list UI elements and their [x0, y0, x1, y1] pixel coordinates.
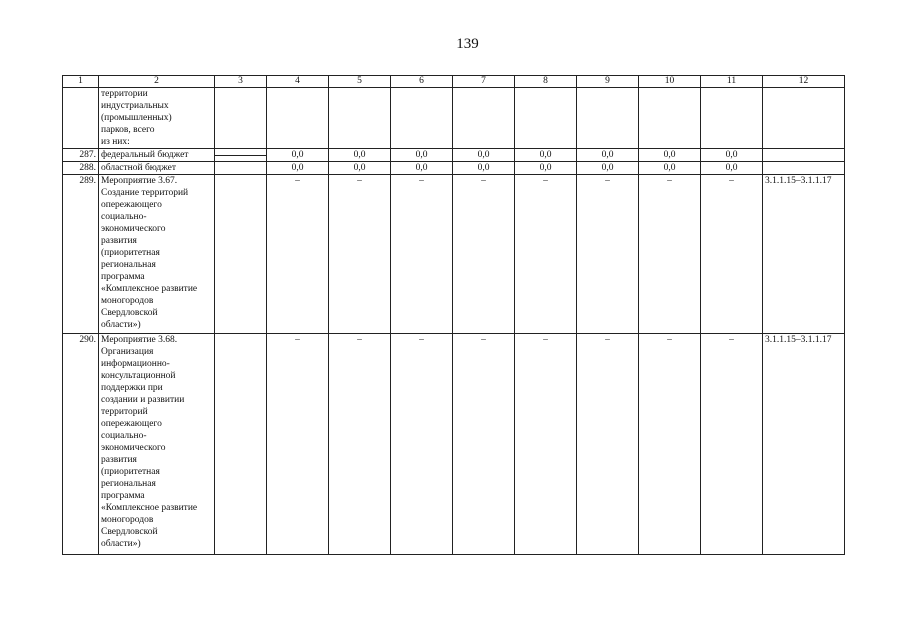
row-value: 0,0	[639, 162, 701, 175]
row-value	[267, 88, 329, 149]
row-name: Мероприятие 3.67. Создание территорий опережающего социально- экономического развития (приоритетная региональная программа «Комплексное развитие моногородов Свердловской области»)	[99, 175, 215, 334]
row-value: –	[577, 175, 639, 334]
row-value: –	[267, 334, 329, 555]
row-number: 289.	[63, 175, 99, 334]
row-value: –	[515, 175, 577, 334]
row-value: 0,0	[577, 162, 639, 175]
row-value: –	[453, 334, 515, 555]
row-value: 0,0	[639, 149, 701, 162]
row-code	[763, 88, 845, 149]
row-value: –	[639, 175, 701, 334]
column-header: 6	[391, 76, 453, 88]
row-value: –	[701, 175, 763, 334]
row-value: 0,0	[329, 162, 391, 175]
row-code: 3.1.1.15–3.1.1.17	[763, 175, 845, 334]
column-header: 11	[701, 76, 763, 88]
column-header: 7	[453, 76, 515, 88]
row-value: –	[701, 334, 763, 555]
row-value: –	[577, 334, 639, 555]
row-value: 0,0	[391, 162, 453, 175]
column-header: 4	[267, 76, 329, 88]
row-value: 0,0	[515, 162, 577, 175]
row-name: областной бюджет	[99, 162, 215, 175]
row-value: 0,0	[515, 149, 577, 162]
column-header: 2	[99, 76, 215, 88]
row-value: –	[391, 175, 453, 334]
row-value	[329, 88, 391, 149]
table-row	[63, 175, 845, 334]
row-value	[639, 88, 701, 149]
row-name: Мероприятие 3.68. Организация информационно- консультационной поддержки при создании и развитии территорий опережающего социально- экономического развития (приоритетная региональная программа «Комплексное развитие моногородов Свердловской области»)	[99, 334, 215, 555]
row-value	[577, 88, 639, 149]
row-number: 288.	[63, 162, 99, 175]
row-col3	[215, 175, 267, 334]
row-value	[515, 88, 577, 149]
row-name: территории индустриальных (промышленных) парков, всего из них:	[99, 88, 215, 149]
row-col3	[215, 149, 267, 162]
row-value: 0,0	[701, 149, 763, 162]
row-value: 0,0	[453, 149, 515, 162]
column-header: 9	[577, 76, 639, 88]
row-value: –	[515, 334, 577, 555]
row-value: –	[391, 334, 453, 555]
row-number: 287.	[63, 149, 99, 162]
row-value: –	[329, 334, 391, 555]
row-number	[63, 88, 99, 149]
row-code	[763, 149, 845, 162]
row-value: 0,0	[577, 149, 639, 162]
column-header: 5	[329, 76, 391, 88]
row-value: 0,0	[329, 149, 391, 162]
row-col3	[215, 88, 267, 149]
row-col3	[215, 334, 267, 555]
row-name: федеральный бюджет	[99, 149, 215, 162]
row-value: 0,0	[391, 149, 453, 162]
table-row	[63, 162, 845, 175]
row-value	[391, 88, 453, 149]
column-header: 12	[763, 76, 845, 88]
row-value: 0,0	[701, 162, 763, 175]
row-value: –	[453, 175, 515, 334]
row-value: 0,0	[267, 149, 329, 162]
row-number: 290.	[63, 334, 99, 555]
row-value	[701, 88, 763, 149]
column-header: 10	[639, 76, 701, 88]
budget-table	[62, 75, 845, 555]
header-row	[63, 76, 845, 88]
row-code: 3.1.1.15–3.1.1.17	[763, 334, 845, 555]
cell-split-line	[215, 149, 266, 156]
column-header: 1	[63, 76, 99, 88]
column-header: 8	[515, 76, 577, 88]
page-number: 139	[456, 36, 479, 52]
row-code	[763, 162, 845, 175]
table-row	[63, 334, 845, 555]
row-value: 0,0	[453, 162, 515, 175]
row-value: –	[639, 334, 701, 555]
row-value: 0,0	[267, 162, 329, 175]
table-row	[63, 149, 845, 162]
row-col3	[215, 162, 267, 175]
table-row	[63, 88, 845, 149]
row-value: –	[267, 175, 329, 334]
row-value: –	[329, 175, 391, 334]
column-header: 3	[215, 76, 267, 88]
row-value	[453, 88, 515, 149]
